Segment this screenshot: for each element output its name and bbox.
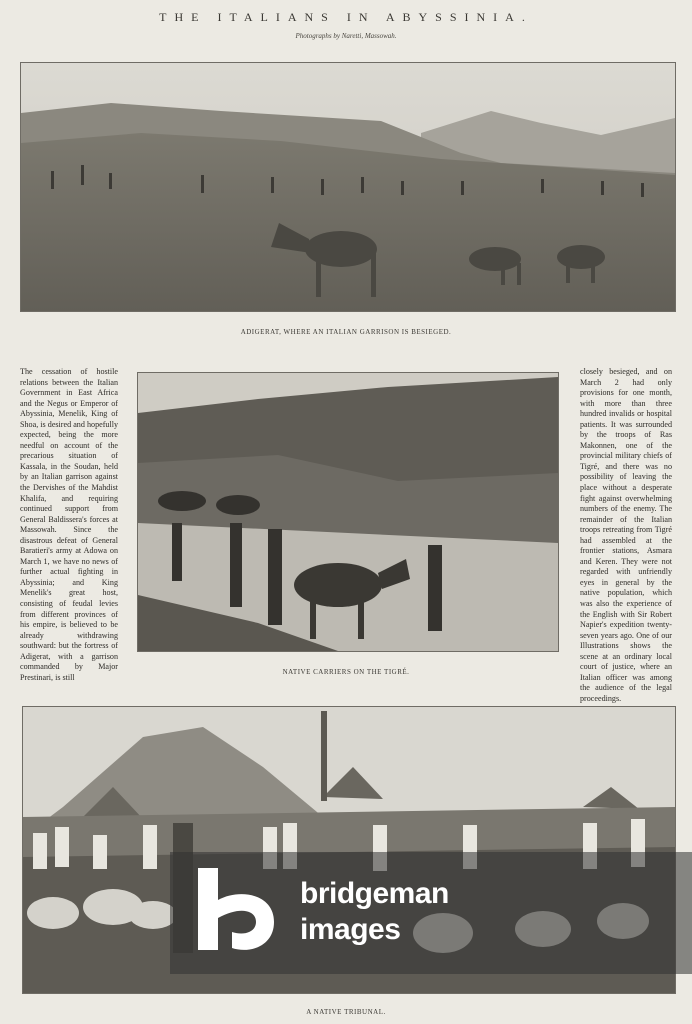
- watermark-line-2: images: [300, 913, 401, 946]
- caption-native-carriers: NATIVE CARRIERS ON THE TIGRÉ.: [282, 668, 410, 676]
- photo-native-carriers: [137, 372, 559, 652]
- caption-native-tribunal: A NATIVE TRIBUNAL.: [306, 1008, 386, 1016]
- caption-adigerat: ADIGERAT, WHERE AN ITALIAN GARRISON IS BESIEGED.: [240, 328, 452, 336]
- watermark-text: [300, 876, 449, 948]
- page-title: THE ITALIANS IN ABYSSINIA.: [159, 10, 533, 24]
- article-left-column: The cessation of hostile relations between the Italian Government in East Africa and the Negus or Emperor of Abyssinia, Menelik, King of Shoa, is desired and hopefully expected, being the more needful on account of the precarious situation of Kassala, in the Soudan, held by an Italian garrison against the Dervishes of the Mahdist Khalifa, and requiring continued support from General Baldissera's forces at Massowah. Since the disastrous defeat of General Baratieri's army at Adowa on March 1, we have no news of further actual fighting in Abyssinia; and King Menelik's great host, consisting of feudal levies from different provinces of his empire, is believed to be already withdrawing southward: but the fortress of Adigerat, with a garrison commanded by Major Prestinari, is still: [20, 367, 118, 682]
- article-right-column: closely besieged, and on March 2 had only provisions for one month, with more than three hundred invalids or hospital patients. It was surrounded by the troops of Ras Makonnen, one of the provincial military chiefs of Tigré, and there was no possibility of leaving the place without a desperate fight against overwhelming numbers of the enemy. The remainder of the Italian troops retreating from Tigré had assembled at the frontier stations, Asmara and Keren. They were not regarded with unfriendly eyes in general by the native population, which was also the experience of the English with Sir Robert Napier's expedition twenty-seven years ago. One of our Illustrations shows the scene at an ordinary local court of justice, where an Italian officer was among the audience of the legal proceedings.: [580, 367, 672, 703]
- bridgeman-logo-icon: [196, 866, 276, 952]
- photo-adigerat: [20, 62, 676, 312]
- watermark-line-1: bridgeman: [300, 877, 449, 910]
- photo-credit: Photographs by Naretti, Massowah.: [295, 32, 397, 40]
